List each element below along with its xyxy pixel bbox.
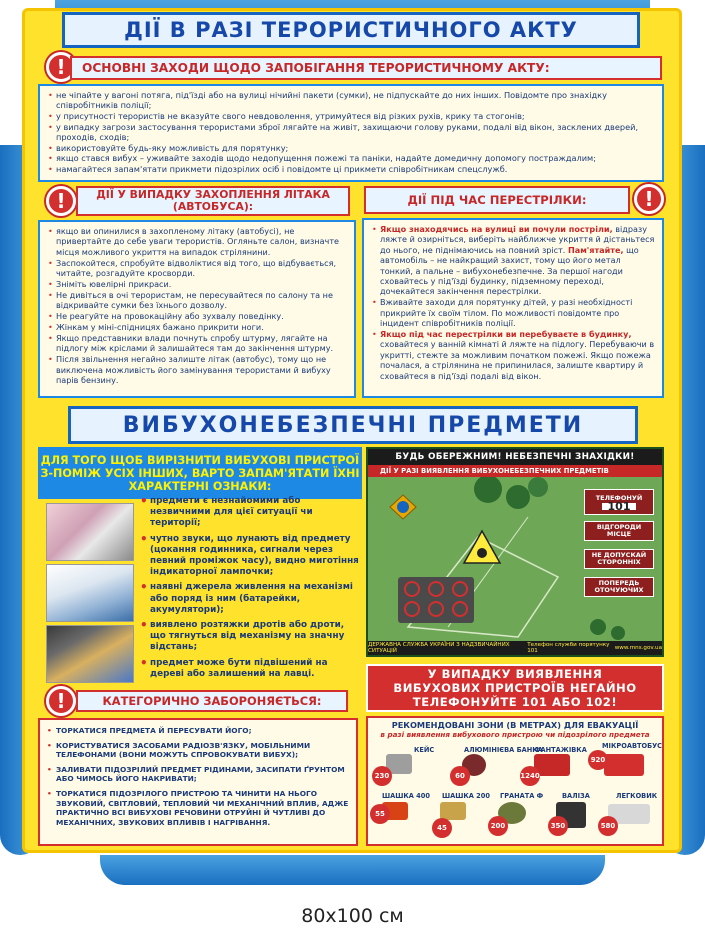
evacuation-zones: РЕКОМЕНДОВАНІ ЗОНИ (В МЕТРАХ) ДЛЯ ЕВАКУАЦІЇ в разі виявлення вибухового пристрою чи підозрілого предмета 230 КЕЙС 60 АЛЮМІНІЄВА БАНКА 1240 ФАНТАЖІВКА 920 МІКРОАВТОБУС 55 ШАШКА 400 45 ШАШКА 200 200 ГРАНАТА Ф 350 ВАЛІЗА 580 ЛЕГКОВИК bbox=[366, 716, 664, 846]
list-item: • наявні джерела живлення на механізмі або поряд із ним (батарейки, акумулятори); bbox=[138, 582, 360, 616]
list-item: • Якщо під час перестрілки ви перебуваєте в будинку, сховайтеся у ванній кімнаті й ляжте на підлогу. Перебуваючи в укритті, стежте за можливим початком пожежі. Якщо пожежа почалася, а стрілянина не припинилася, залиште квартиру й сховайтеся в під'їзді подалі від вікон. bbox=[372, 329, 656, 381]
list-item: • Не реагуйте на провокаційну або зухвалу поведінку. bbox=[48, 311, 348, 321]
list-item: • виявлено розтяжки дротів або дроти, що тягнуться від механізму на значну відстань; bbox=[138, 620, 360, 654]
book-device-photo bbox=[46, 564, 134, 622]
size-caption: 80x100 см bbox=[301, 905, 404, 927]
list-item: • Не дивіться в очі терористам, не пересувайтеся по салону та не відкривайте сумки без їхнього дозволу. bbox=[48, 290, 348, 311]
list-item: • у випадку загрози застосування терористами зброї лягайте на живіт, захищаючи голову руками, подалі від вікон, засклених дверей, проходів, сходів; bbox=[48, 122, 656, 142]
list-item: • Жінкам у міні-спідницях бажано прикрити ноги. bbox=[48, 322, 348, 332]
list-item: • ЗАЛИВАТИ ПІДОЗРІЛИЙ ПРЕДМЕТ РІДИНАМИ, ЗАСИПАТИ ҐРУНТОМ АБО ЧИМОСЬ ЙОГО НАКРИВАТИ; bbox=[46, 765, 350, 784]
list-item: • не чіпайте у вагоні потяга, під'їзді або на вулиці нічийні пакети (сумки), не підпускайте до них інших. Повідомте про знахідку співробітників поліції; bbox=[48, 90, 656, 110]
poster-title-text: ДІЇ В РАЗІ ТЕРОРИСТИЧНОГО АКТУ bbox=[124, 18, 578, 42]
exclamation-icon: ! bbox=[46, 52, 76, 82]
list-item: • Зніміть ювелірні прикраси. bbox=[48, 279, 348, 289]
list-item: • Після звільнення негайно залиште літак (автобус), тому що не виключена можливість його замінування терористами й вибуху парів бензину. bbox=[48, 354, 348, 385]
prevention-heading bbox=[70, 56, 662, 80]
map-panel-title: БУДЬ ОБЕРЕЖНИМ! НЕБЕЗПЕЧНІ ЗНАХІДКИ! bbox=[368, 449, 662, 465]
list-item: • намагайтеся запам'ятати прикмети підозрілих осіб і повідомте ці прикмети співробітникам спецслужб. bbox=[48, 164, 656, 174]
frame-bottom-decoration bbox=[100, 855, 605, 885]
shooting-box bbox=[362, 218, 664, 398]
poster-title bbox=[62, 12, 640, 48]
list-item: • ТОРКАТИСЯ ПІДОЗРІЛОГО ПРИСТРОЮ ТА ЧИНИТИ НА НЬОГО ЗВУКОВИЙ, СВІТЛОВИЙ, ТЕПЛОВИЙ ЧИ МЕХАНІЧНИЙ ВПЛИВ, АДЖЕ ПРАКТИЧНО ВСІ ВИБУХОВІ РЕЧОВИНИ ОТРУЙНІ Й ЧУТЛИВІ ДО МЕХАНІЧНИХ, ЗВУКОВИХ ВПЛИВІВ І НАГРІВАННЯ. bbox=[46, 789, 350, 827]
signs-list bbox=[138, 496, 360, 684]
shooting-heading bbox=[364, 186, 630, 214]
forbidden-heading bbox=[76, 690, 348, 712]
hijack-heading bbox=[76, 186, 350, 216]
list-item: • ТОРКАТИСЯ ПРЕДМЕТА Й ПЕРЕСУВАТИ ЙОГО; bbox=[46, 726, 350, 736]
hijack-list bbox=[40, 222, 354, 390]
explosive-photos bbox=[46, 503, 134, 686]
zones-title: РЕКОМЕНДОВАНІ ЗОНИ (В МЕТРАХ) ДЛЯ ЕВАКУАЦІЇ bbox=[391, 720, 639, 730]
list-item: • Якщо представники влади почнуть спробу штурму, лягайте на підлогу між кріслами й залишайтеся там до закінчення штурму. bbox=[48, 333, 348, 354]
signs-heading-text: ДЛЯ ТОГО ЩОБ ВИРІЗНИТИ ВИБУХОВІ ПРИСТРОЇ З-ПОМІЖ УСІХ ІНШИХ, ВАРТО ЗАПАМ'ЯТАТИ ЇХНІ ХАРАКТЕРНІ ОЗНАКИ: bbox=[40, 453, 360, 493]
list-item: • Якщо знаходячись на вулиці ви почули постріли, відразу ляжте й озирніться, виберіть найближче укриття й дістаньтеся до нього, не піднімаючись на повний зріст. Пам'ятайте, що автомобіль – не найкращий захист, тому що його метал тонкий, а пальне – вибухонебезпечне. За першої нагоди сховайтесь у під'їзді будинку, підземному переході, дочекайтеся закінчення перестрілки. bbox=[372, 224, 656, 297]
forbidden-list bbox=[40, 720, 356, 836]
keep-away-button: НЕ ДОПУСКАЙ СТОРОННІХ bbox=[584, 549, 654, 569]
list-item: • у присутності терористів не вказуйте свого невдоволення, утримуйтеся від різких рухів, крику та стогонів; bbox=[48, 111, 656, 121]
minibus-icon bbox=[604, 754, 644, 776]
list-item: • предмети є незнайомими або незвичними для цієї ситуації чи території; bbox=[138, 496, 360, 530]
explosive-box-photo bbox=[46, 625, 134, 683]
shooting-heading-text: ДІЇ ПІД ЧАС ПЕРЕСТРІЛКИ: bbox=[407, 193, 587, 207]
map-panel-subtitle: ДІЇ У РАЗІ ВИЯВЛЕННЯ ВИБУХОНЕБЕЗПЕЧНИХ ПРЕДМЕТІВ bbox=[368, 465, 662, 477]
prevention-box bbox=[38, 84, 664, 182]
list-item: • Заспокойтеся, спробуйте відволіктися від того, що відбувається, читайте, розгадуйте кросворди. bbox=[48, 258, 348, 279]
shooting-list bbox=[364, 220, 662, 386]
list-item: • Вживайте заходи для порятунку дітей, у разі необхідності прикрийте їх своїм тілом. По можливості повідомте про інцидент співробітників поліції. bbox=[372, 297, 656, 328]
explosive-title bbox=[68, 406, 638, 444]
prevention-heading-text: ОСНОВНІ ЗАХОДИ ЩОДО ЗАПОБІГАННЯ ТЕРОРИСТИЧНОМУ АКТУ: bbox=[82, 61, 550, 75]
explosive-title-text: ВИБУХОНЕБЕЗПЕЧНІ ПРЕДМЕТИ bbox=[122, 412, 584, 438]
list-item: • КОРИСТУВАТИСЯ ЗАСОБАМИ РАДІОЗВ'ЯЗКУ, МОБІЛЬНИМИ ТЕЛЕФОНАМИ (ВОНИ МОЖУТЬ СПРОВОКУВАТИ ВИБУХ); bbox=[46, 741, 350, 760]
exclamation-icon: ! bbox=[634, 184, 664, 214]
forbidden-heading-text: КАТЕГОРИЧНО ЗАБОРОНЯЄТЬСЯ: bbox=[102, 694, 322, 708]
exclamation-icon: ! bbox=[46, 186, 76, 216]
fence-place-button: ВІДГОРОДИ МІСЦЕ bbox=[584, 521, 654, 541]
forbidden-box bbox=[38, 718, 358, 846]
warn-others-button: ПОПЕРЕДЬ ОТОЧУЮЧИХ bbox=[584, 577, 654, 597]
call-101-button: ТЕЛЕФОНУЙ 101 bbox=[584, 489, 654, 515]
list-item: • використовуйте будь-яку можливість для порятунку; bbox=[48, 143, 656, 153]
call-alert: У ВИПАДКУ ВИЯВЛЕННЯ ВИБУХОВИХ ПРИСТРОЇВ НЕГАЙНО ТЕЛЕФОНУЙТЕ 101 АБО 102! bbox=[366, 664, 664, 712]
list-item: • предмет може бути підвішений на дереві або залишений на лавці. bbox=[138, 658, 360, 680]
exclamation-icon: ! bbox=[46, 686, 76, 716]
zones-subtitle: в разі виявлення вибухового пристрою чи підозрілого предмета bbox=[380, 730, 650, 739]
list-item: • якщо стався вибух – уживайте заходів щодо недопущення пожежі та паніки, надайте домедичну допомогу постраждалим; bbox=[48, 153, 656, 163]
signs-heading bbox=[38, 447, 362, 499]
list-item: • якщо ви опинилися в захопленому літаку (автобусі), не привертайте до себе уваги терористів. Огляньте салон, визначте місця можливого укриття на випадок стрілянини. bbox=[48, 226, 348, 257]
hijack-heading-text: ДІЇ У ВИПАДКУ ЗАХОПЛЕННЯ ЛІТАКА (АВТОБУСА): bbox=[96, 188, 330, 213]
suspicious-package-photo bbox=[46, 503, 134, 561]
dangerous-finds-panel bbox=[366, 447, 664, 657]
prevention-list bbox=[40, 86, 662, 179]
hijack-box bbox=[38, 220, 356, 398]
list-item: • чутно звуки, що лунають від предмету (цокання годинника, сигнали через певний проміжок часу), видно миготіння індикаторної лампочки; bbox=[138, 534, 360, 579]
map-panel-footer: ДЕРЖАВНА СЛУЖБА УКРАЇНИ З НАДЗВИЧАЙНИХ СИТУАЦІЙ Телефон служби порятунку 101 www.mns.gov.ua bbox=[368, 642, 662, 654]
